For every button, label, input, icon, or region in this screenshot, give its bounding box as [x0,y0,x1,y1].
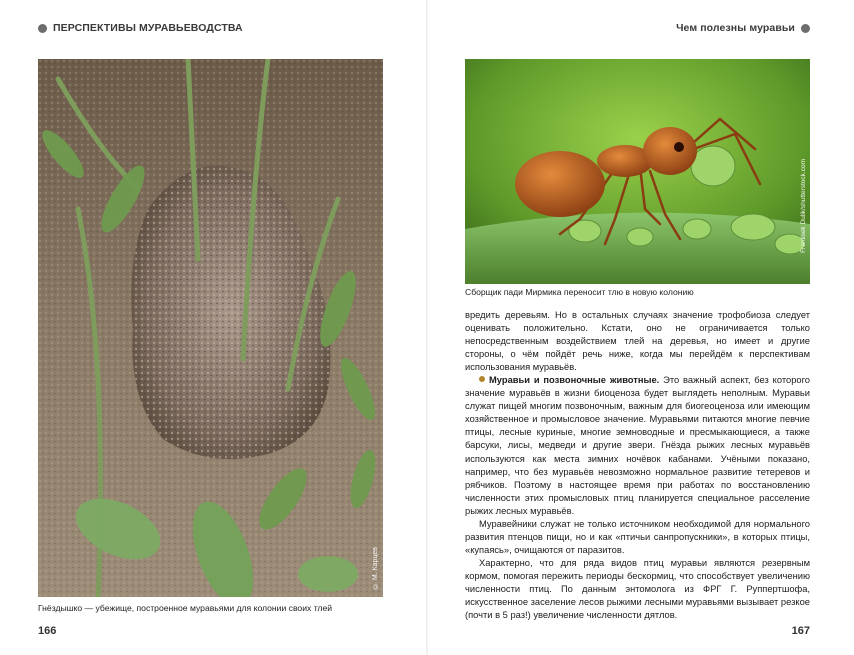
paragraph-2 [465,374,810,518]
paragraph-2-body: Это важный аспект, без которого значение муравьёв в жизни биоценоза будет выглядеть неполным. Муравьи служат пищей многим позвоночным, важным для биогеоценоза или имеющим хозяйственное и промысловое значение. Муравьями питаются многие певчие птицы, лесные куриные, многие земноводные и пресмыкающиеся, а также барсуки, лисы, медведи и другие звери. Гнёзда рыжих лесных муравьёв используются как места зимних ночёвок кабанами. Учёными показано, например, что без муравьёв невозможно нормальное развитие тетеревов и рябчиков. Поэтому в настоящее время при работах по восстановлению численности этих промысловых птиц планируется специальное расселение рыжих лесных муравьёв. [465,375,810,516]
ant-photo [465,59,810,284]
bullet-icon [38,24,47,33]
photo-credit-left: © М. Карцев [372,546,379,589]
page-number-right: 167 [791,625,810,637]
photo-caption-right: Сборщик пади Мирмика переносит тлю в новую колонию [465,287,694,297]
nest-photo [38,59,383,597]
running-head-right [676,22,810,34]
photo-caption-left: Гнёздышко — убежище, построенное муравьями для колонии своих тлей [38,603,333,613]
paragraph-4: Характерно, что для ряда видов птиц муравьи являются резервным кормом, помогая пережить периоды бескормиц, что способствует увеличению численности птиц. По данным энтомолога из ФРГ Г. Руппертшофа, искусственное заселение лесов рыжими лесными муравьями вызывает резкое (почти в 5 раз!) увеличение численности дятлов. [465,557,810,621]
bullet-icon [479,376,485,382]
paragraph-1: вредить деревьям. Но в остальных случаях значение трофобиоза следует оценивать положительно. Кстати, оно не ограничивается только непосредственным воздействием тлей на деревья, но имеет и другие стороны, о чём пойдёт речь ниже, когда мы перейдём к перспективам использования муравьёв. [465,310,810,373]
paragraph-2-title: Муравьи и позвоночные животные. [489,375,660,386]
running-head-left-text: ПЕРСПЕКТИВЫ МУРАВЬЕВОДСТВА [53,22,243,34]
bullet-icon [801,24,810,33]
running-head-left [38,22,243,34]
ant-photo-illustration [465,59,810,284]
right-page [427,0,854,655]
body-text [465,309,810,622]
paragraph-3: Муравейники служат не только источником необходимой для нормального развития птенцов пищи, но и как «птичьи санпропускники», в которых птицы, «купаясь», очищаются от паразитов. [465,518,810,555]
page-number-left: 166 [38,625,57,637]
photo-credit-right: Frantisek Dulik/shutterstock.com [800,159,807,253]
running-head-right-text: Чем полезны муравьи [676,22,795,34]
nest-photo-illustration [38,59,383,597]
